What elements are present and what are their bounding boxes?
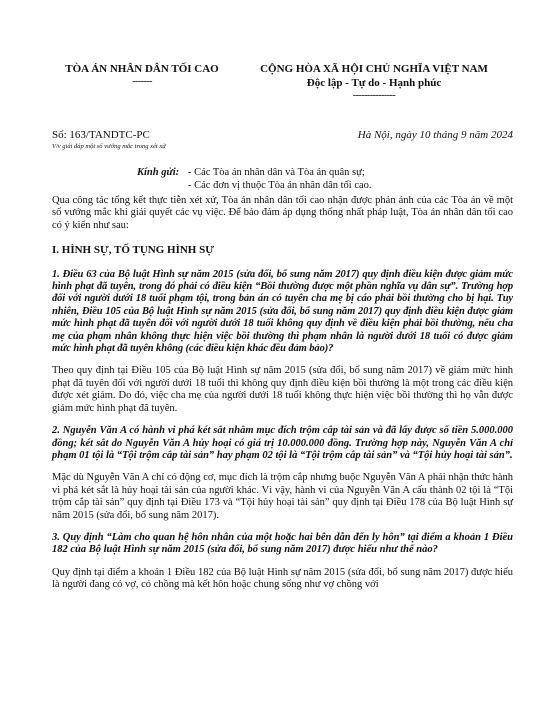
motto-divider: --------------- (352, 90, 396, 101)
recipient-item: - Các Tòa án nhân dân và Tòa án quân sự; (188, 167, 365, 178)
recipient-item: - Các đơn vị thuộc Tòa án nhân dân tối cao. (188, 179, 372, 191)
answer-3: Quy định tại điểm a khoản 1 Điều 182 của Bộ luật Hình sự năm 2015 (sửa đổi, bổ sung năm 2017) được hiểu là người đang có vợ, có chồng mà kết hôn hoặc chung sống như vợ chồng với (52, 566, 513, 591)
answer-1: Theo quy định tại Điều 105 của Bộ luật Hình sự năm 2015 (sửa đổi, bổ sung năm 2017) về giảm mức hình phạt đã tuyên đối với người dưới 18 tuổi thì không quy định điều kiện bồi thường là một trong các điều kiện được xét giảm. Do đó, việc cha mẹ của người dưới 18 tuổi không thực hiện việc bồi thường thì họ vẫn được giảm mức hình phạt đã tuyên. (52, 365, 513, 414)
question-3: 3. Quy định “Làm cho quan hệ hôn nhân của một hoặc hai bên dẫn đến ly hôn” tại điểm a khoản 1 Điều 182 của Bộ luật Hình sự năm 2015 (sửa đổi, bổ sung năm 2017) được hiểu như thế nào? (52, 531, 513, 556)
question-2: 2. Nguyễn Văn A có hành vi phá két sắt nhằm mục đích trộm cắp tài sản và đã lấy được số tiền 5.000.000 đồng; két sắt do Nguyễn Văn A hủy hoại có giá trị 10.000.000 đồng. Trường hợp này, Nguyễn Văn A chỉ phạm 01 tội là “Tội trộm cắp tài sản” hay phạm 02 tội là “Tội trộm cắp tài sản” và “Tội hủy hoại tài sản”. (52, 425, 513, 461)
recipients-label: Kính gửi: (137, 167, 180, 178)
national-motto: Độc lập - Tự do - Hạnh phúc (306, 77, 442, 89)
issuer-block (52, 62, 232, 88)
answer-2: Mặc dù Nguyễn Văn A chỉ có động cơ, mục đích là trộm cắp nhưng buộc Nguyễn Văn A phải nhận thức hành vi phá két sắt là hủy hoại tài sản của người khác. Vì vậy, hành vi của Nguyễn Văn A cấu thành 02 tội là “Tội trộm cắp tài sản” quy định tại Điều 173 và “Tội hủy hoại tài sản” quy định tại Điều 178 của Bộ luật Hình sự năm 2015 (sửa đổi, bổ sung năm 2017). (52, 472, 513, 521)
document-subject: V/v giải đáp một số vướng mắc trong xét xử (52, 143, 166, 150)
question-1: 1. Điều 63 của Bộ luật Hình sự năm 2015 (sửa đổi, bổ sung năm 2017) quy định điều kiện được giảm mức hình phạt đã tuyên, trong đó phải có điều kiện “Bồi thường được một phần nghĩa vụ dân sự”. Trường hợp đối với người dưới 18 tuổi phạm tội, trong bản án có tuyên cha mẹ bị cáo phải bồi thường cho bị hại. Tuy nhiên, Điều 105 của Bộ luật Hình sự năm 2015 (sửa đổi, bổ sung năm 2017) quy định điều kiện được giảm mức hình phạt đã tuyên đối với người dưới 18 tuổi không quy định về điều kiện phải bồi thường, nếu cha mẹ của phạm nhân không thực hiện việc bồi thường thì phạm nhân là người dưới 18 tuổi có được giảm mức hình phạt đã tuyên không (các điều kiện khác đều đảm bảo)? (52, 268, 513, 355)
issuer-divider: ------- (132, 76, 152, 87)
document-header (0, 62, 549, 108)
document-date: Hà Nội, ngày 10 tháng 9 năm 2024 (357, 129, 513, 141)
country-name: CỘNG HÒA XÃ HỘI CHỦ NGHĨA VIỆT NAM (260, 63, 488, 75)
document-number: Số: 163/TANDTC-PC (52, 129, 150, 141)
recipients-list (188, 167, 372, 192)
reference-row (52, 129, 513, 153)
document-body (52, 195, 513, 602)
section-title: I. HÌNH SỰ, TỐ TỤNG HÌNH SỰ (52, 244, 214, 257)
intro-paragraph: Qua công tác tổng kết thực tiễn xét xử, Tòa án nhân dân tối cao nhận được phản ánh của các Tòa án về một số vướng mắc khi giải quyết các vụ việc. Để bảo đảm áp dụng thống nhất pháp luật, Tòa án nhân dân tối cao có ý kiến như sau: (52, 195, 513, 231)
issuer-name: TÒA ÁN NHÂN DÂN TỐI CAO (65, 63, 219, 75)
national-motto-block (235, 62, 513, 102)
